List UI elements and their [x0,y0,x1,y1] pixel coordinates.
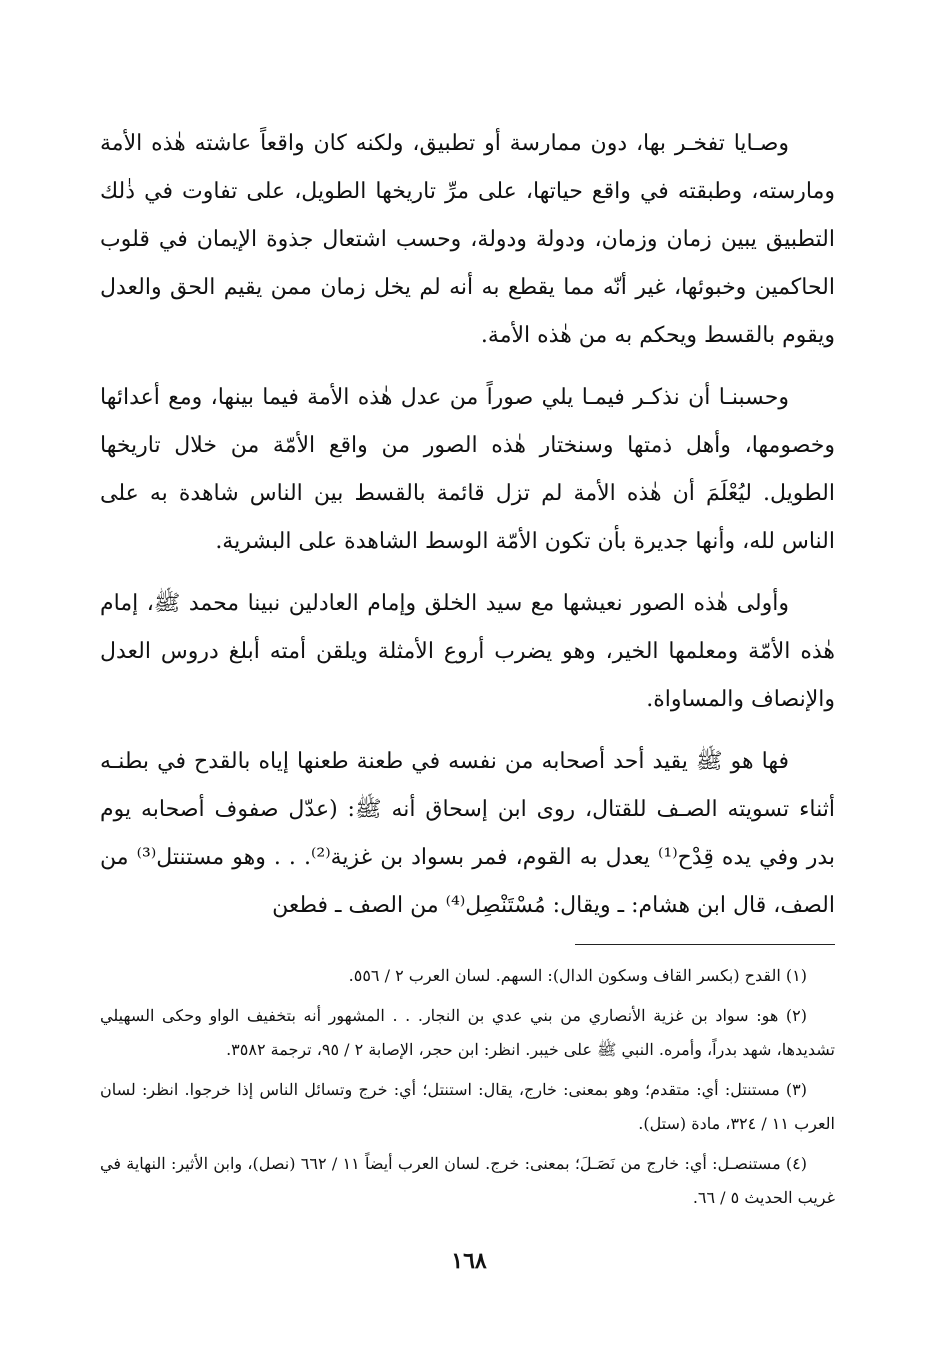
page-number: ١٦٨ [451,1248,487,1274]
body-paragraph-1: وصـايا تفخـر بها، دون ممارسة أو تطبيق، ولكنه كان واقعاً عاشته هٰذه الأمة ومارسته، وطبقته في واقع حياتها، على مرِّ تاريخها الطويل، على تفاوت في ذٰلك التطبيق يبين زمان وزمان، ودولة ودولة، وحسب اشتعال جذوة الإيمان في قلوب الحاكمين وخبوئها، غير أنّه مما يقطع به أنه لم يخل زمان ممن يقيم الحق والعدل ويقوم بالقسط ويحكم به من هٰذه الأمة. [100,131,835,348]
footnote-separator [575,944,835,945]
footnote-1: (١) القدح (بكسر القاف وسكون الدال): السهم. لسان العرب ٢ / ٥٥٦. [348,966,807,985]
body-paragraph-4: فها هو ﷺ يقيد أحد أصحابه من نفسه في طعنة طعنها إياه بالقدح في بطنـه أثناء تسويته الصـف للقتال، روى ابن إسحاق أنه ﷺ: (عدّل صفوف أصحابه يوم بدر وفي يده قِدْح⁽¹⁾ يعدل به القوم، فمر بسواد بن غزية⁽²⁾. . . وهو مستنتل⁽³⁾ من الصف، قال ابن هشام: ـ ويقال: مُسْتَنْصِل⁽⁴⁾ من الصف ـ فطعن [100,749,835,918]
footnotes [100,959,835,1215]
page-content [100,120,835,1221]
footnote-4: (٤) مستنصـل: أي: خارج من نَصَـلَ؛ بمعنى: خرج. لسان العرب أيضاً ١١ / ٦٦٢ (نصل)، وابن الأثير: النهاية في غريب الحديث ٥ / ٦٦. [100,1154,835,1207]
footnote-3: (٣) مستنتل: أي: متقدم؛ وهو بمعنى: خارج، يقال: استنتل؛ أي: خرج وتسائل الناس إذا خرجوا. انظر: لسان العرب ١١ / ٣٢٤، مادة (ستل). [100,1080,835,1133]
body-paragraph-3: وأولى هٰذه الصور نعيشها مع سيد الخلق وإمام العادلين نبينا محمد ﷺ، إمام هٰذه الأمّة ومعلمها الخير، وهو يضرب أروع الأمثلة ويلقن أمته أبلغ دروس العدل والإنصاف والمساواة. [100,591,835,712]
body-paragraph-2: وحسبنـا أن نذكـر فيمـا يلي صوراً من عدل هٰذه الأمة فيما بينها، ومع أعدائها وخصومها، وأهل ذمتها وسنختار هٰذه الصور من واقع الأمّة من خلال تاريخها الطويل. ليُعْلَمَ أن هٰذه الأمة لم تزل قائمة بالقسط بين الناس شاهدة به على الناس لله، وأنها جديرة بأن تكون الأمّة الوسط الشاهدة على البشرية. [100,385,835,554]
footnote-2: (٢) هو: سواد بن غزية الأنصاري من بني عدي بن النجار. . . المشهور أنه بتخفيف الواو وحكى السهيلي تشديدها، شهد بدراً، وأمره. النبي ﷺ على خيبر. انظر: ابن حجر، الإصابة ٢ / ٩٥، ترجمة ٣٥٨٢. [100,1006,835,1059]
